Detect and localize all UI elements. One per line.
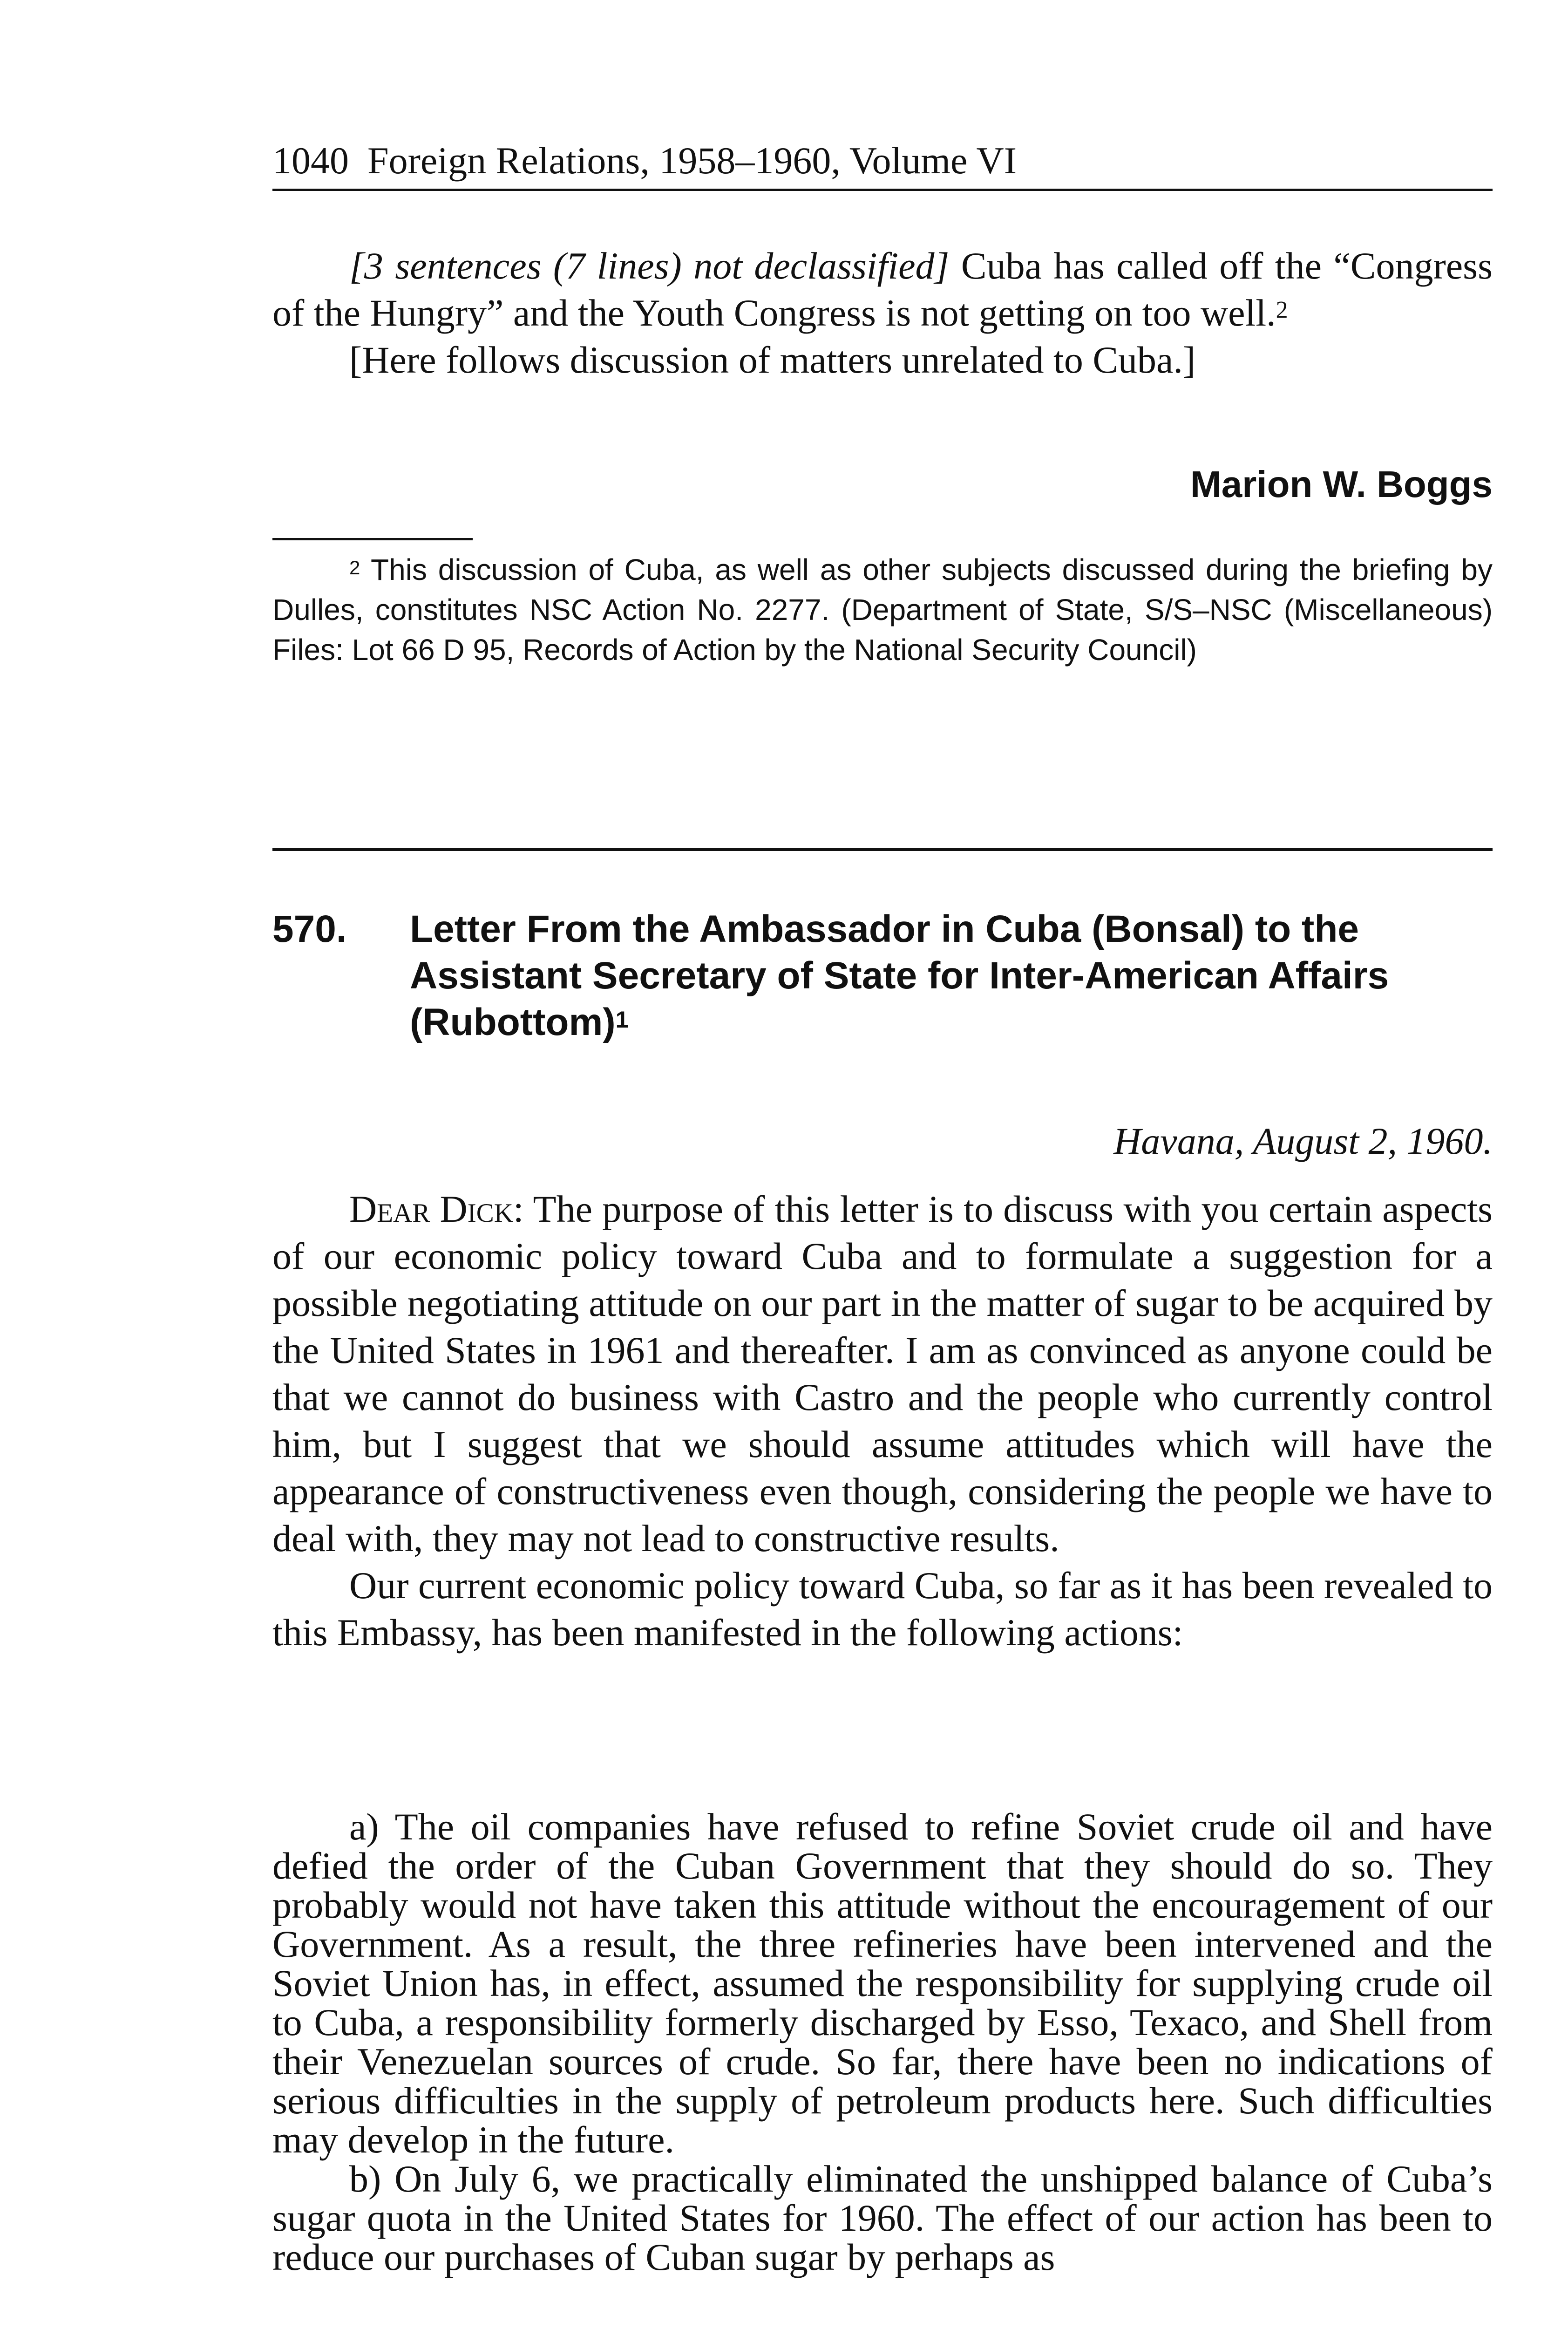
carryover-paragraph: [272, 242, 1493, 336]
footnote-2: [272, 550, 1493, 670]
salutation: Dear Dick:: [349, 1188, 524, 1230]
carryover-body: Cuba has called off the “Congress of the Hungry” and the Youth Congress is not getting on too well.: [272, 245, 1493, 334]
footnote-rule-top: [272, 538, 473, 540]
running-head-title: Foreign Relations, 1958–1960, Volume VI: [367, 139, 1017, 182]
list-item-b: b) On July 6, we practically eliminated the unshipped balance of Cuba’s sugar quota in the United States for 1960. The effect of our action has been to reduce our purchases of Cuban sugar by perhaps as: [272, 2158, 1493, 2278]
letter-body: [272, 1185, 1493, 1656]
list-item-a: a) The oil companies have refused to refine Soviet crude oil and have defied the order of the Cuban Government that they should do so. They probably would not have taken this attitude without the encouragement of our Government. As a result, the three refineries have been intervened and the Soviet Union has, in effect, assumed the responsibility for supplying crude oil to Cuba, a responsibility formerly discharged by Esso, Texaco, and Shell from their Venezuelan sources of crude. So far, there have been no indications of serious difficulties in the supply of petroleum products here. Such difficulties may develop in the future.: [272, 1805, 1493, 2161]
footnote-ref-2: 2: [1276, 297, 1288, 323]
footnote-2-marker: 2: [349, 557, 360, 579]
paragraph-1-text: The purpose of this letter is to discuss with you certain aspects of our economic policy toward Cuba and to formulate a suggestion for a possible negotiating attitude on our part in the matter of sugar to be acquired by the United States in 1961 and thereafter. I am as convinced as anyone could be that we cannot do business with Castro and the people who currently control him, but I suggest that we should assume attitudes which will have the appearance of constructiveness even though, considering the people we have to deal with, they may not lead to constructive results.: [272, 1188, 1493, 1559]
section-rule: [272, 848, 1493, 851]
page-number: 1040: [272, 139, 349, 182]
document-number: 570.: [272, 908, 347, 950]
redaction-note: [3 sentences (7 lines) not declassified]: [349, 245, 950, 287]
bracket-note: [Here follows discussion of matters unrelated to Cuba.]: [349, 339, 1196, 381]
document-title-text: Letter From the Ambassador in Cuba (Bonsal) to the Assistant Secretary of State for Inter-American Affairs (Rubottom): [410, 908, 1389, 1043]
action-list: [272, 1807, 1493, 2277]
dateline: Havana, August 2, 1960.: [1113, 1120, 1493, 1162]
title-footnote-ref: 1: [615, 1007, 629, 1033]
paragraph-2: Our current economic policy toward Cuba, so far as it has been revealed to this Embassy, has been manifested in the following actions:: [272, 1564, 1493, 1654]
paragraph-1: [272, 1185, 1493, 1562]
header-rule: [272, 189, 1493, 191]
carryover-text: [272, 242, 1493, 383]
running-head: [272, 135, 1493, 186]
signature: Marion W. Boggs: [1190, 463, 1493, 505]
document-title: [410, 906, 1493, 1046]
footnote-2-text: This discussion of Cuba, as well as other subjects discussed during the briefing by Dulles, constitutes NSC Action No. 2277. (Department of State, S/S–NSC (Miscellaneous) Files: Lot 66 D 95, Records of Action by the National Security Council): [272, 553, 1493, 667]
